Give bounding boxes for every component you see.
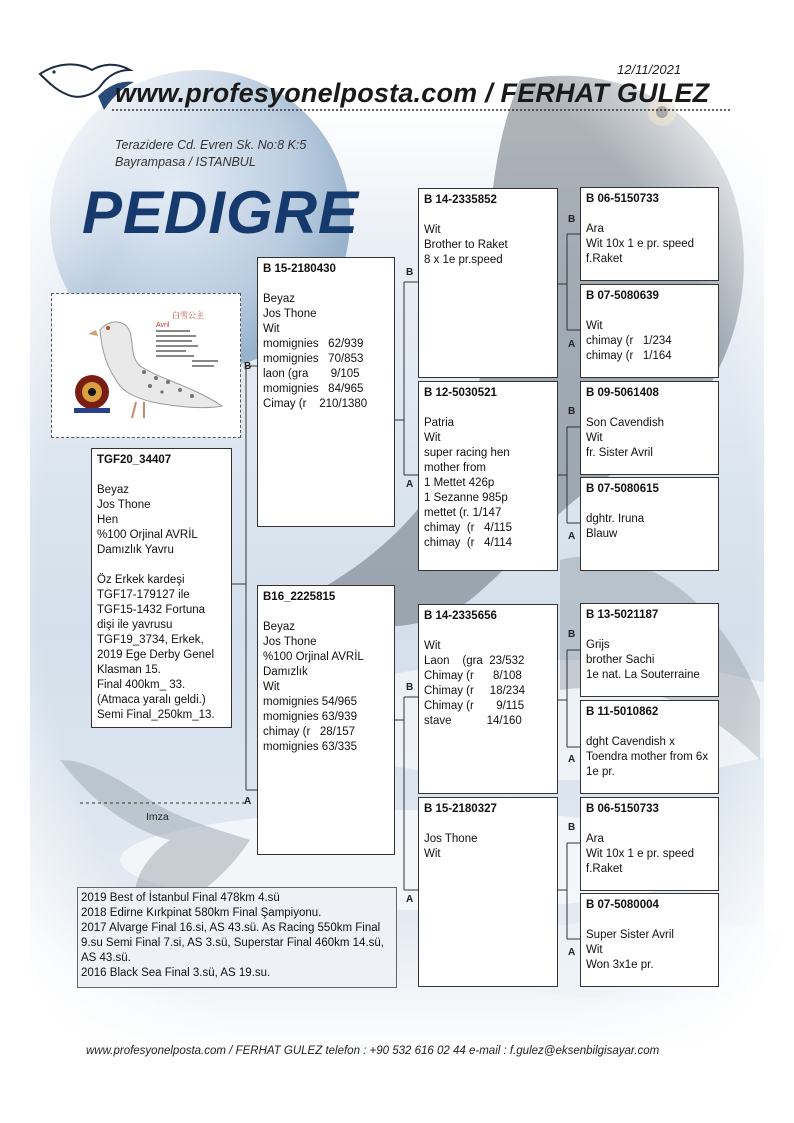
achievement-line: 2018 Edirne Kırkpinat 580km Final Şampiyonu. — [81, 907, 322, 919]
grandparent-line: 8 x 1e pr.speed — [424, 254, 503, 266]
page-title: PEDIGRE — [82, 179, 360, 246]
grandparent-ring: B 14-2335852 — [424, 194, 497, 206]
sire-line: momignies 62/939 — [263, 338, 364, 350]
dam-card — [257, 585, 395, 855]
great-grandparent-line: brother Sachi — [586, 654, 655, 666]
subject-line: TGF17-179127 ile — [97, 589, 190, 601]
subject-line: 2019 Ege Derby Genel — [97, 649, 214, 661]
grandparent-ring: B 12-5030521 — [424, 387, 497, 399]
sire-line: laon (gra 9/105 — [263, 368, 360, 380]
dam-line: %100 Orjinal AVRİL — [263, 651, 364, 663]
sire-ring: B 15-2180430 — [263, 263, 336, 275]
subject-line: Final 400km_ 33. — [97, 679, 186, 691]
subject-line: Hen — [97, 514, 119, 526]
grandparent-card — [418, 188, 558, 378]
great-grandparent-card — [580, 187, 719, 281]
subject-line: Klasman 15. — [97, 664, 161, 676]
grandparent-line: mother from — [424, 462, 486, 474]
footer-contact: www.profesyonelposta.com / FERHAT GULEZ telefon : +90 532 616 02 44 e-mail : f.gulez@eksenbilgisayar.com — [86, 1045, 660, 1057]
great-grandparent-card — [580, 700, 719, 794]
great-grandparent-line: Grijs — [586, 639, 610, 651]
great-grandparent-line: Blauw — [586, 528, 618, 540]
achievement-line: 2016 Black Sea Final 3.sü, AS 19.su. — [81, 967, 271, 979]
tag-b: B — [568, 214, 576, 225]
great-grandparent-card — [580, 381, 719, 475]
subject-line: Jos Thone — [97, 499, 151, 511]
dam-line: momignies 63/335 — [263, 741, 357, 753]
tag-a: A — [406, 894, 414, 905]
tag-b: B — [406, 682, 414, 693]
grandparent-line: Jos Thone — [424, 833, 478, 845]
achievements-box — [77, 887, 397, 988]
subject-line: %100 Orjinal AVRİL — [97, 529, 198, 541]
sire-line: momignies 84/965 — [263, 383, 364, 395]
great-grandparent-line: Wit — [586, 432, 603, 444]
date: 12/11/2021 — [617, 62, 682, 77]
address-line-2: Bayrampasa / ISTANBUL — [115, 155, 256, 169]
dam-line: momignies 54/965 — [263, 696, 357, 708]
great-grandparent-line: chimay (r 1/164 — [586, 350, 672, 362]
great-grandparent-line: Son Cavendish — [586, 417, 664, 429]
tag-b: B — [568, 406, 576, 417]
great-grandparent-line: Wit 10x 1 e pr. speed — [586, 238, 695, 250]
grandparent-line: Chimay (r 9/115 — [424, 700, 525, 712]
grandparent-line: super racing hen — [424, 447, 510, 459]
tag-b: B — [244, 361, 252, 372]
great-grandparent-line: 1e nat. La Souterraine — [586, 669, 700, 681]
tag-a: A — [568, 947, 576, 958]
great-grandparent-ring: B 09-5061408 — [586, 387, 659, 399]
tag-b: B — [406, 267, 414, 278]
tag-b: B — [568, 629, 576, 640]
grandparent-line: mettet (r. 1/147 — [424, 507, 502, 519]
tag-a: A — [568, 754, 576, 765]
great-grandparent-ring: B 13-5021187 — [586, 609, 659, 621]
great-grandparent-line: Wit — [586, 320, 603, 332]
grandparent-line: Wit — [424, 640, 441, 652]
tag-a: A — [568, 531, 576, 542]
subject-line — [97, 558, 226, 573]
great-grandparent-line: f.Raket — [586, 253, 623, 265]
great-grandparent-line: Wit 10x 1 e pr. speed — [586, 848, 695, 860]
grandparent-line: 1 Sezanne 985p — [424, 492, 508, 504]
great-grandparent-line: f.Raket — [586, 863, 623, 875]
dam-line: chimay (r 28/157 — [263, 726, 356, 738]
sire-card — [257, 257, 395, 527]
great-grandparent-line: Won 3x1e pr. — [586, 959, 654, 971]
grandparent-line: Patria — [424, 417, 455, 429]
tag-a: A — [406, 479, 414, 490]
great-grandparent-line: dghtr. Iruna — [586, 513, 645, 525]
tag-a: A — [568, 339, 576, 350]
great-grandparent-ring: B 07-5080004 — [586, 899, 659, 911]
photo-caption-cn: 白雪公主 — [172, 311, 204, 320]
address-line-1: Terazidere Cd. Evren Sk. No:8 K:5 — [115, 138, 307, 152]
great-grandparent-ring: B 06-5150733 — [586, 803, 659, 815]
dam-line: Damızlık — [263, 666, 308, 678]
great-grandparent-line: chimay (r 1/234 — [586, 335, 672, 347]
grandparent-ring: B 15-2180327 — [424, 803, 497, 815]
grandparent-line: Wit — [424, 848, 441, 860]
sire-line: Wit — [263, 323, 280, 335]
great-grandparent-line: Wit — [586, 944, 603, 956]
subject-line: Semi Final_250km_13. — [97, 709, 215, 721]
great-grandparent-line: Ara — [586, 833, 604, 845]
great-grandparent-line: dght Cavendish x Toendra mother from 6x 1e pr. — [586, 736, 709, 778]
sire-line: momignies 70/853 — [263, 353, 364, 365]
dam-line: Wit — [263, 681, 280, 693]
photo-caption-name: Avril — [156, 322, 170, 329]
subject-line: Öz Erkek kardeşi — [97, 574, 185, 586]
great-grandparent-card — [580, 603, 719, 697]
dam-line: momignies 63/939 — [263, 711, 357, 723]
dam-line: Beyaz — [263, 621, 295, 633]
grandparent-line: Wit — [424, 224, 441, 236]
sire-line: Beyaz — [263, 293, 295, 305]
subject-ring: TGF20_34407 — [97, 454, 172, 466]
great-grandparent-card — [580, 477, 719, 571]
great-grandparent-ring: B 07-5080615 — [586, 483, 659, 495]
tag-a: A — [244, 796, 252, 807]
tag-b: B — [568, 822, 576, 833]
site-title: www.profesyonelposta.com / FERHAT GULEZ — [115, 78, 710, 108]
grandparent-line: 1 Mettet 426p — [424, 477, 495, 489]
grandparent-line: Chimay (r 8/108 — [424, 670, 522, 682]
grandparent-line: stave 14/160 — [424, 715, 522, 727]
great-grandparent-card — [580, 284, 719, 378]
grandparent-ring: B 14-2335656 — [424, 610, 497, 622]
great-grandparent-line: Super Sister Avril — [586, 929, 674, 941]
grandparent-card — [418, 604, 558, 794]
achievement-line: 2019 Best of İstanbul Final 478km 4.sü — [81, 892, 280, 904]
grandparent-line: chimay (r 4/115 — [424, 522, 512, 534]
grandparent-line: Brother to Raket — [424, 239, 508, 251]
great-grandparent-ring: B 07-5080639 — [586, 290, 659, 302]
achievement-line: 2017 Alvarge Final 16.si, AS 43.sü. As Racing 550km Final 9.su Semi Final 7.si, AS 3.sü, Superstar Final 460km 14.sü, AS 43.sü. — [81, 922, 384, 964]
grandparent-card — [418, 797, 558, 987]
grandparent-line: Laon (gra 23/532 — [424, 655, 525, 667]
sire-line: Jos Thone — [263, 308, 317, 320]
great-grandparent-card — [580, 797, 719, 891]
dam-line: Jos Thone — [263, 636, 317, 648]
great-grandparent-ring: B 11-5010862 — [586, 706, 659, 718]
sire-line: Cimay (r 210/1380 — [263, 398, 368, 410]
subject-line: TGF15-1432 Fortuna — [97, 604, 206, 616]
grandparent-line: Wit — [424, 432, 441, 444]
subject-line: Beyaz — [97, 484, 129, 496]
signature-label: Imza — [146, 811, 169, 823]
subject-line: (Atmaca yaralı geldi.) — [97, 694, 206, 706]
grandparent-card — [418, 381, 558, 571]
subject-card — [91, 448, 232, 728]
subject-line: TGF19_3734, Erkek, — [97, 634, 204, 646]
great-grandparent-line: fr. Sister Avril — [586, 447, 653, 459]
great-grandparent-card — [580, 893, 719, 987]
subject-line: Damızlık Yavru — [97, 544, 174, 556]
great-grandparent-line: Ara — [586, 223, 604, 235]
dam-ring: B16_2225815 — [263, 591, 336, 603]
great-grandparent-ring: B 06-5150733 — [586, 193, 659, 205]
grandparent-line: chimay (r 4/114 — [424, 537, 512, 549]
grandparent-line: Chimay (r 18/234 — [424, 685, 525, 697]
subject-line: dişi ile yavrusu — [97, 619, 173, 631]
